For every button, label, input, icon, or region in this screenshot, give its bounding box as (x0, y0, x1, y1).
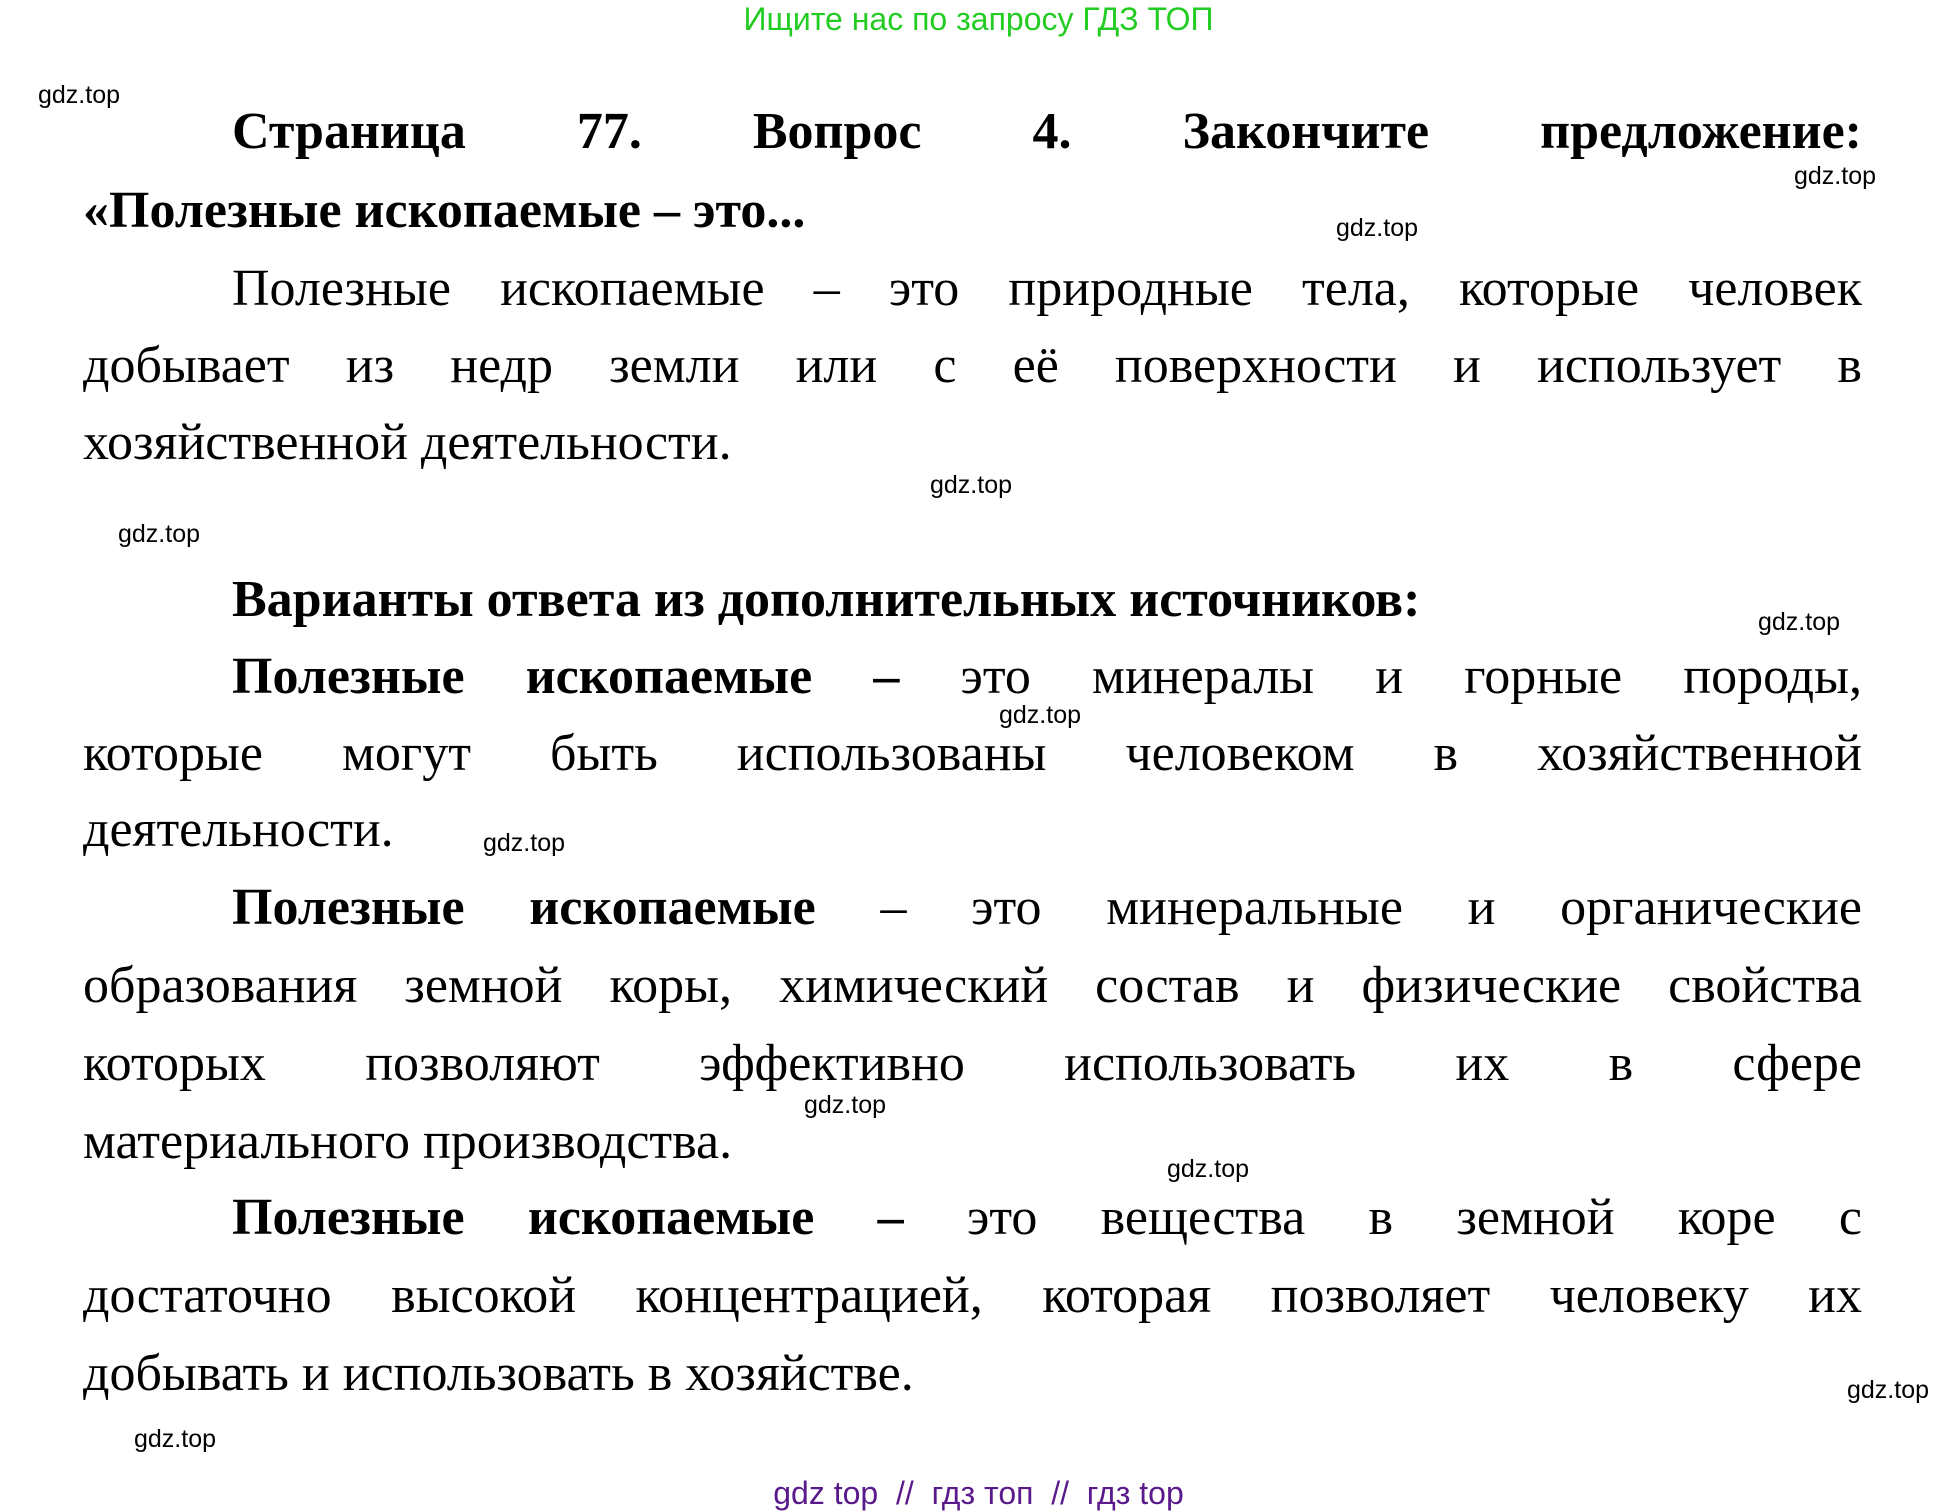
variant-3-line: достаточно высокой концентрацией, которая позволяет человеку их (83, 1267, 1862, 1324)
variant-text: это минералы и горные породы, (960, 648, 1863, 705)
watermark: gdz.top (1336, 214, 1419, 242)
variants-title: Варианты ответа из дополнительных источников: (232, 571, 1421, 628)
variant-1-line: деятельности. (83, 801, 394, 858)
question-heading-line2: «Полезные ископаемые – это... (83, 182, 806, 239)
variant-2-line: образования земной коры, химический состав и физические свойства (83, 957, 1862, 1014)
watermark: gdz.top (1758, 608, 1841, 636)
watermark: gdz.top (1794, 162, 1877, 190)
watermark: gdz.top (483, 829, 566, 857)
variant-text: – это минеральные и органические (880, 879, 1863, 936)
watermark: gdz.top (999, 701, 1082, 729)
watermark: gdz.top (118, 520, 201, 548)
watermark: gdz.top (1167, 1155, 1250, 1183)
question-heading-line1: Страница 77. Вопрос 4. Закончите предложение: (232, 103, 1862, 160)
answer-line: добывает из недр земли или с её поверхности и использует в (83, 337, 1862, 394)
watermark: gdz.top (38, 81, 121, 109)
variant-term: Полезные ископаемые (232, 879, 816, 936)
watermark: gdz.top (930, 471, 1013, 499)
answer-line: Полезные ископаемые – это природные тела, которые человек (232, 260, 1862, 317)
watermark: gdz.top (134, 1425, 217, 1453)
variant-2-line (232, 869, 1862, 947)
variant-term: Полезные ископаемые – (232, 648, 900, 705)
search-banner: Ищите нас по запросу ГДЗ ТОП (743, 1, 1214, 37)
variant-3-line: добывать и использовать в хозяйстве. (83, 1345, 914, 1402)
watermark: gdz.top (804, 1091, 887, 1119)
variant-2-line: материального производства. (83, 1113, 733, 1170)
answer-line: хозяйственной деятельности. (83, 414, 732, 471)
variant-text: это вещества в земной коре с (967, 1189, 1863, 1246)
variant-2-line: которых позволяют эффективно использовать их в сфере (83, 1035, 1862, 1092)
variant-3-line (232, 1179, 1862, 1257)
watermark: gdz.top (1847, 1376, 1930, 1404)
variant-term: Полезные ископаемые – (232, 1189, 904, 1246)
footer-links: gdz top // гдз топ // гдз top (773, 1475, 1184, 1511)
variant-1-line: которые могут быть использованы человеком в хозяйственной (83, 725, 1862, 782)
